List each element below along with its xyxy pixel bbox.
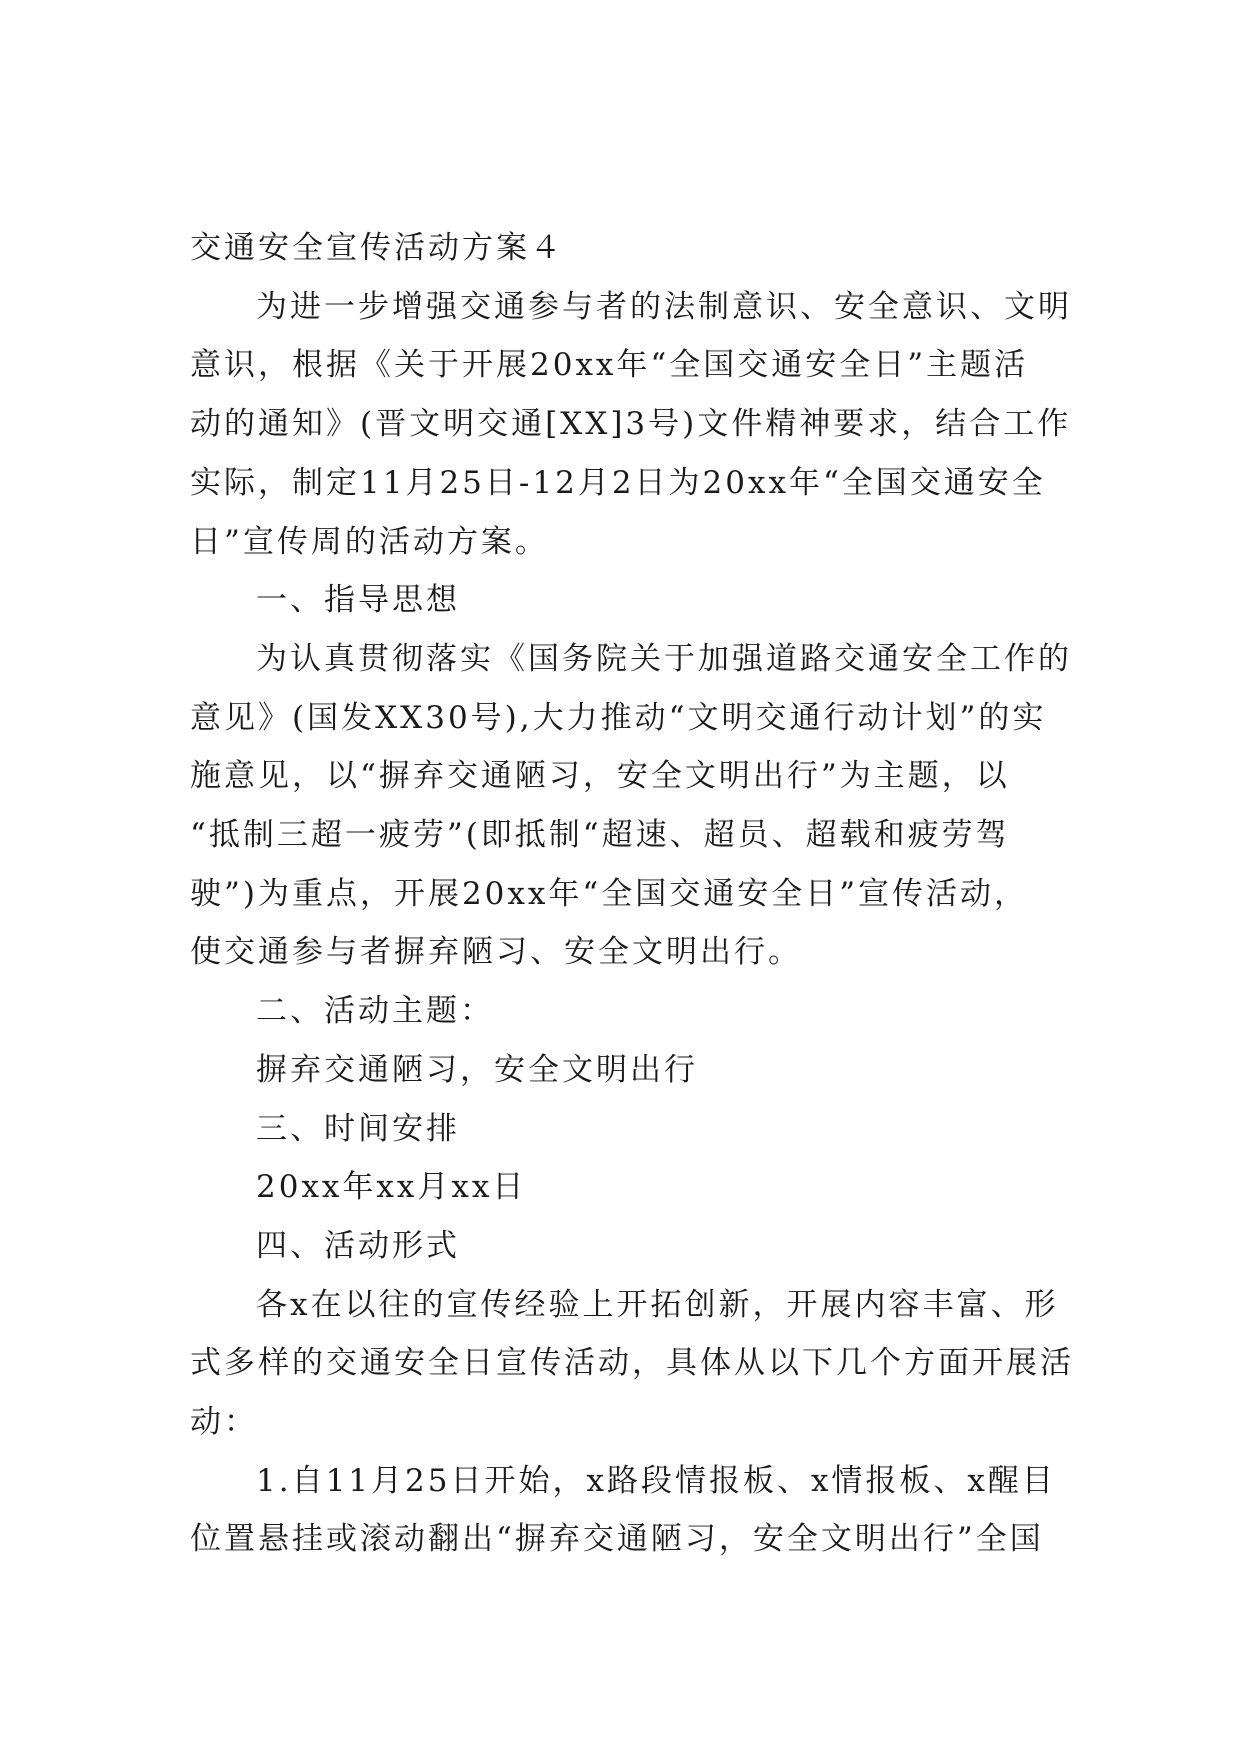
document-title: 交通安全宣传活动方案４ xyxy=(190,230,564,266)
section-heading-activity-theme: 二、活动主题： xyxy=(256,993,494,1030)
paragraph-guiding-line-6: 使交通参与者摒弃陋习、安全文明出行。 xyxy=(190,934,802,971)
paragraph-intro-line-2: 意识，根据《关于开展20xx年“全国交通安全日”主题活 xyxy=(190,347,1029,384)
paragraph-guiding-line-5: 驶”)为重点，开展20xx年“全国交通安全日”宣传活动， xyxy=(190,875,1029,912)
schedule-date-text: 20xx年xx月xx日 xyxy=(256,1169,527,1206)
paragraph-guiding-line-4: “抵制三超一疲劳”(即抵制“超速、超员、超载和疲劳驾 xyxy=(190,817,1010,854)
document-body xyxy=(190,219,1074,1569)
paragraph-intro-line-3: 动的通知》(晋文明交通[XX]3号)文件精神要求，结合工作 xyxy=(190,406,1072,443)
section-heading-guiding-thought: 一、指导思想 xyxy=(256,582,460,619)
section-heading-schedule: 三、时间安排 xyxy=(256,1110,460,1147)
paragraph-form-line-3: 动： xyxy=(190,1404,258,1441)
paragraph-item1-line-2: 位置悬挂或滚动翻出“摒弃交通陋习，安全文明出行”全国 xyxy=(190,1521,1044,1558)
paragraph-intro-line-1: 为进一步增强交通参与者的法制意识、安全意识、文明 xyxy=(256,288,1072,325)
paragraph-guiding-line-1: 为认真贯彻落实《国务院关于加强道路交通安全工作的 xyxy=(256,640,1072,677)
paragraph-guiding-line-3: 施意见，以“摒弃交通陋习，安全文明出行”为主题，以 xyxy=(190,758,1010,795)
section-heading-activity-form: 四、活动形式 xyxy=(256,1227,460,1264)
paragraph-form-line-1: 各x在以往的宣传经验上开拓创新，开展内容丰富、形 xyxy=(256,1286,1059,1323)
paragraph-guiding-line-2: 意见》(国发XX30号),大力推动“文明交通行动计划”的实 xyxy=(190,699,1047,736)
paragraph-item1-line-1: 1.自11月25日开始，x路段情报板、x情报板、x醒目 xyxy=(256,1462,1056,1499)
paragraph-intro-line-5: 日”宣传周的活动方案。 xyxy=(190,523,549,560)
paragraph-form-line-2: 式多样的交通安全日宣传活动，具体从以下几个方面开展活 xyxy=(190,1345,1074,1382)
activity-theme-text: 摒弃交通陋习，安全文明出行 xyxy=(256,1051,698,1088)
paragraph-intro-line-4: 实际，制定11月25日-12月2日为20xx年“全国交通安全 xyxy=(190,464,1046,501)
